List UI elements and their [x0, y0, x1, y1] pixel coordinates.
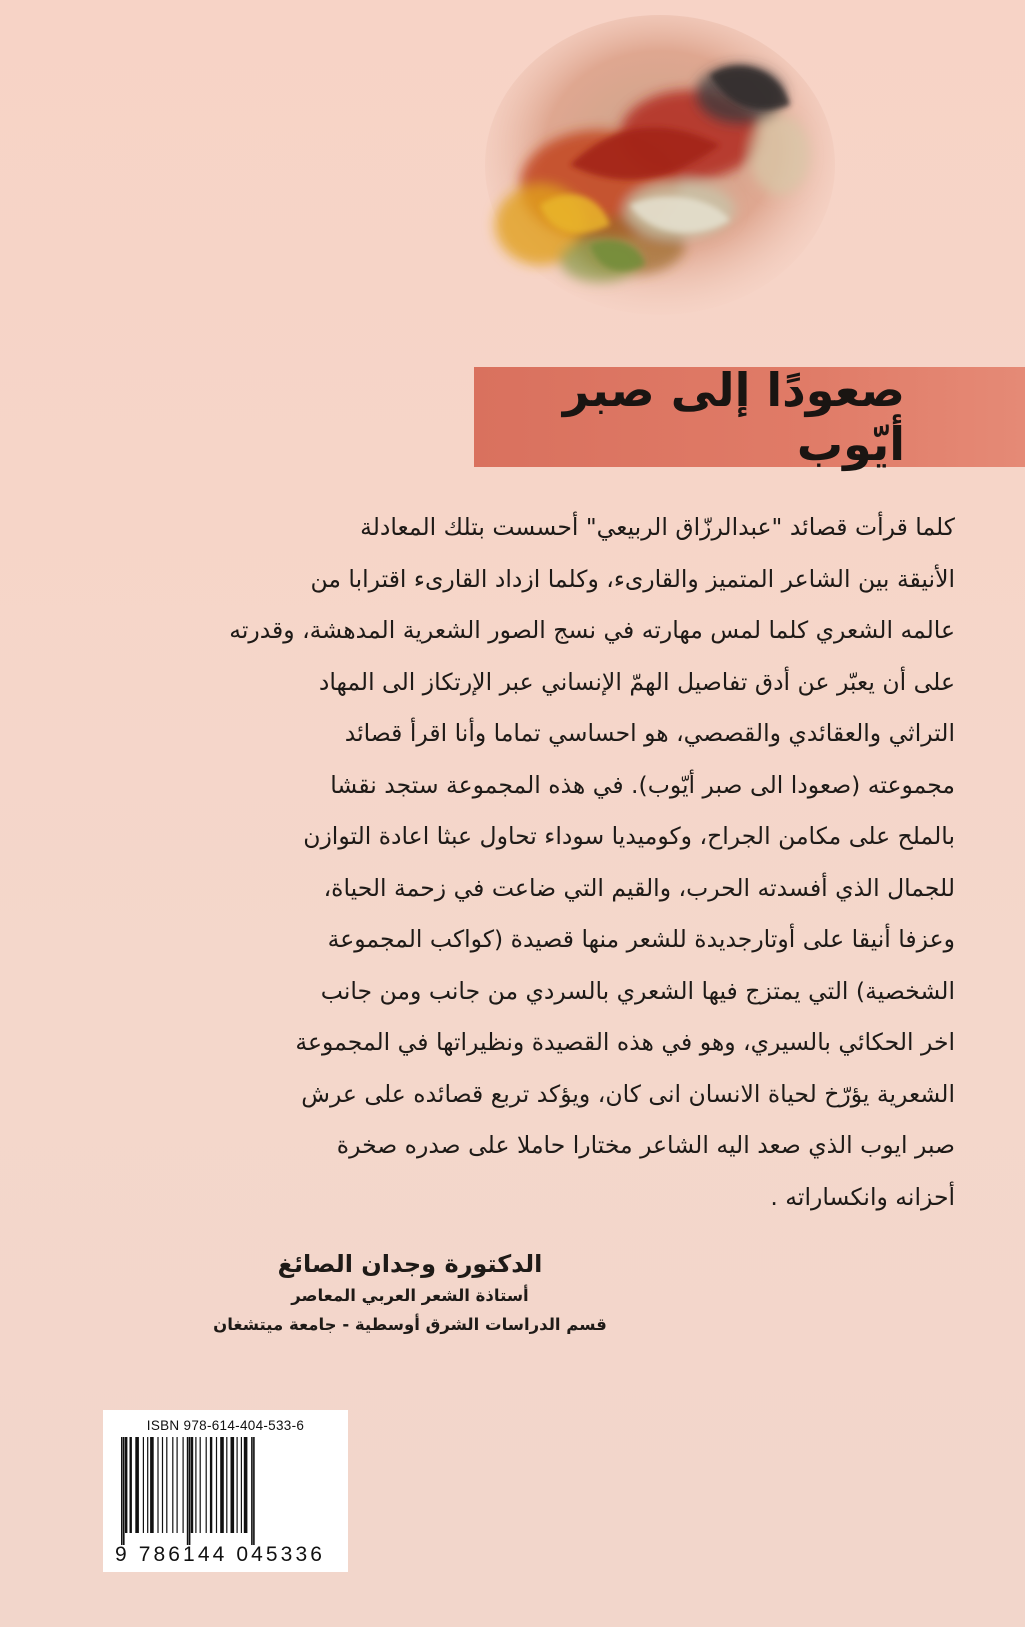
blurb-line: اخر الحكائي بالسيري، وهو في هذه القصيدة ونظيراتها في المجموعة	[295, 1028, 955, 1056]
book-title: صعودًا إلى صبر أيّوب	[562, 363, 905, 471]
blurb-line: عالمه الشعري كلما لمس مهارته في نسج الصور الشعرية المدهشة، وقدرته	[229, 616, 955, 644]
barcode-bar	[231, 1437, 235, 1533]
blurb-line: الشعرية يؤرّخ لحياة الانسان انى كان، ويؤكد تربع قصائده على عرش	[301, 1079, 955, 1108]
author-role: أستاذة الشعر العربي المعاصر	[291, 1286, 529, 1305]
blurb-line: التراثي والعقائدي والقصصي، هو احساسي تماما وأنا اقرأ قصائد	[344, 719, 955, 747]
author-department: قسم الدراسات الشرق أوسطية - جامعة ميتشغان	[213, 1315, 607, 1334]
cover-painting	[480, 15, 845, 320]
barcode-bar	[125, 1437, 127, 1533]
barcode-bar	[216, 1437, 217, 1533]
barcode-bar	[162, 1437, 163, 1533]
barcode-bar	[187, 1437, 189, 1545]
blurb-line: على أن يعبّر عن أدق تفاصيل الهمّ الإنساني عبر الإرتكاز الى المهاد	[318, 667, 955, 696]
blurb-line: أحزانه وانكساراته .	[770, 1182, 955, 1211]
blurb-line: صبر ايوب الذي صعد اليه الشاعر مختارا حاملا على صدره صخرة	[336, 1131, 955, 1159]
barcode-bar	[253, 1437, 255, 1545]
barcode-image	[115, 1437, 336, 1545]
barcode-bar	[177, 1437, 178, 1533]
barcode-bar	[244, 1437, 248, 1533]
blurb-text	[229, 502, 955, 1223]
signature-block	[210, 1250, 610, 1334]
blurb-line: بالملح على مكامن الجراح، وكوميديا سوداء تحاول عبثا اعادة التوازن	[303, 822, 955, 850]
blurb-line: الشخصية) التي يمتزج فيها الشعري بالسردي من جانب ومن جانب	[320, 976, 955, 1005]
barcode-bar	[123, 1437, 125, 1545]
blurb-line: مجموعته (صعودا الى صبر أيّوب). في هذه المجموعة ستجد نقشا	[330, 770, 955, 799]
barcode-bar	[226, 1437, 227, 1533]
barcode-bar	[241, 1437, 242, 1533]
barcode-bar	[172, 1437, 173, 1533]
barcode-bar	[195, 1437, 196, 1533]
barcode-bar	[206, 1437, 207, 1533]
barcode-box	[103, 1410, 348, 1572]
abstract-painting-image	[480, 15, 845, 320]
title-band	[474, 363, 1025, 471]
barcode-bar	[200, 1437, 201, 1533]
barcode-bar	[166, 1437, 167, 1533]
blurb-line: كلما قرأت قصائد "عبدالرزّاق الربيعي" أحسست بتلك المعادلة	[360, 513, 955, 541]
barcode-bar	[251, 1437, 253, 1545]
blurb-line: الأنيقة بين الشاعر المتميز والقارىء، وكلما ازداد القارىء اقترابا من	[310, 564, 955, 593]
barcode-bar	[135, 1437, 139, 1533]
blurb-line: للجمال الذي أفسدته الحرب، والقيم التي ضاعت في زحمة الحياة،	[323, 873, 955, 902]
barcode-bar	[191, 1437, 193, 1533]
author-name: الدكتورة وجدان الصائغ	[277, 1250, 543, 1278]
barcode-bar	[121, 1437, 123, 1545]
barcode-bar	[147, 1437, 148, 1533]
barcode-bar	[150, 1437, 154, 1533]
barcode-bar	[189, 1437, 191, 1545]
barcode-bar	[237, 1437, 238, 1533]
blurb-line: وعزفا أنيقا على أوتارجديدة للشعر منها قصيدة (كواكب المجموعة	[327, 925, 955, 953]
barcode-bar	[210, 1437, 212, 1533]
barcode-bar	[157, 1437, 158, 1533]
barcode-bar	[183, 1437, 184, 1533]
barcode-bar	[130, 1437, 132, 1533]
barcode-bar	[220, 1437, 224, 1533]
isbn-label: ISBN 978-614-404-533-6	[146, 1418, 305, 1433]
barcode-digits: 9 786144 045336	[115, 1543, 325, 1566]
barcode-bar	[143, 1437, 144, 1533]
